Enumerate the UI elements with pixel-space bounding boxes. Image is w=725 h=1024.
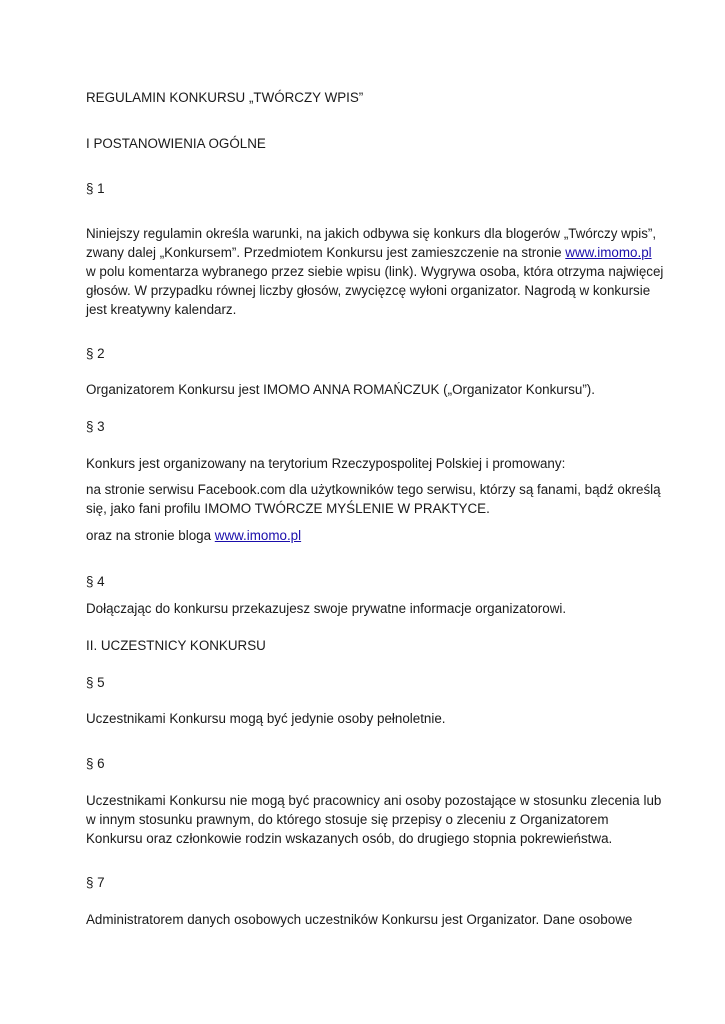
paragraph-number-3: § 3 (86, 419, 105, 434)
paragraph-4-text: Dołączając do konkursu przekazujesz swoje prywatne informacje organizatorowi. (86, 601, 567, 616)
paragraph-number-4: § 4 (86, 574, 105, 589)
paragraph-1-line-5: jest kreatywny kalendarz. (86, 302, 237, 317)
paragraph-6-line-1: Uczestnikami Konkursu nie mogą być pracownicy ani osoby pozostające w stosunku zlecenia lub (86, 793, 662, 808)
paragraph-number-1: § 1 (86, 181, 105, 196)
paragraph-5-text: Uczestnikami Konkursu mogą być jedynie osoby pełnoletnie. (86, 711, 446, 726)
paragraph-1-line-3: w polu komentarza wybranego przez siebie wpisu (link). Wygrywa osoba, która otrzyma najwięcej (86, 264, 664, 279)
imomo-blog-link[interactable]: www.imomo.pl (214, 528, 302, 543)
paragraph-1-line-1: Niniejszy regulamin określa warunki, na jakich odbywa się konkurs dla blogerów „Twórczy wpis”, (86, 226, 657, 241)
paragraph-3-list-item-1-cont: się, jako fani profilu IMOMO TWÓRCZE MYŚLENIE W PRAKTYCE. (86, 501, 490, 516)
paragraph-number-7: § 7 (86, 875, 105, 890)
paragraph-number-6: § 6 (86, 756, 105, 771)
document-title: REGULAMIN KONKURSU „TWÓRCZY WPIS” (86, 90, 364, 105)
paragraph-3-list-item-1: na stronie serwisu Facebook.com dla użytkowników tego serwisu, którzy są fanami, bądź określą (86, 482, 661, 497)
paragraph-7-text: Administratorem danych osobowych uczestników Konkursu jest Organizator. Dane osobowe (86, 912, 633, 927)
paragraph-3-list-item-2-text: oraz na stronie bloga (86, 528, 215, 543)
paragraph-number-2: § 2 (86, 346, 105, 361)
paragraph-6-line-3: Konkursu oraz członkowie rodzin wskazanych osób, do drugiego stopnia pokrewieństwa. (86, 831, 613, 846)
paragraph-1-line-2 (86, 244, 652, 262)
imomo-link[interactable]: www.imomo.pl (565, 245, 652, 260)
paragraph-3-list-item-2 (86, 527, 301, 545)
paragraph-1-line-4: głosów. W przypadku równej liczby głosów, zwycięzcę wyłoni organizator. Nagrodą w konkursie (86, 283, 651, 298)
paragraph-2-text: Organizatorem Konkursu jest IMOMO ANNA ROMAŃCZUK („Organizator Konkursu”). (86, 382, 595, 397)
paragraph-6-line-2: w innym stosunku prawnym, do którego stosuje się przepisy o zleceniu z Organizatorem (86, 812, 609, 827)
paragraph-number-5: § 5 (86, 675, 105, 690)
section-heading-participants: II. UCZESTNICY KONKURSU (86, 638, 266, 653)
paragraph-1-line-2-text: zwany dalej „Konkursem”. Przedmiotem Konkursu jest zamieszczenie na stronie (86, 245, 566, 260)
section-heading-general: I POSTANOWIENIA OGÓLNE (86, 136, 266, 151)
paragraph-3-text: Konkurs jest organizowany na terytorium Rzeczypospolitej Polskiej i promowany: (86, 456, 566, 471)
